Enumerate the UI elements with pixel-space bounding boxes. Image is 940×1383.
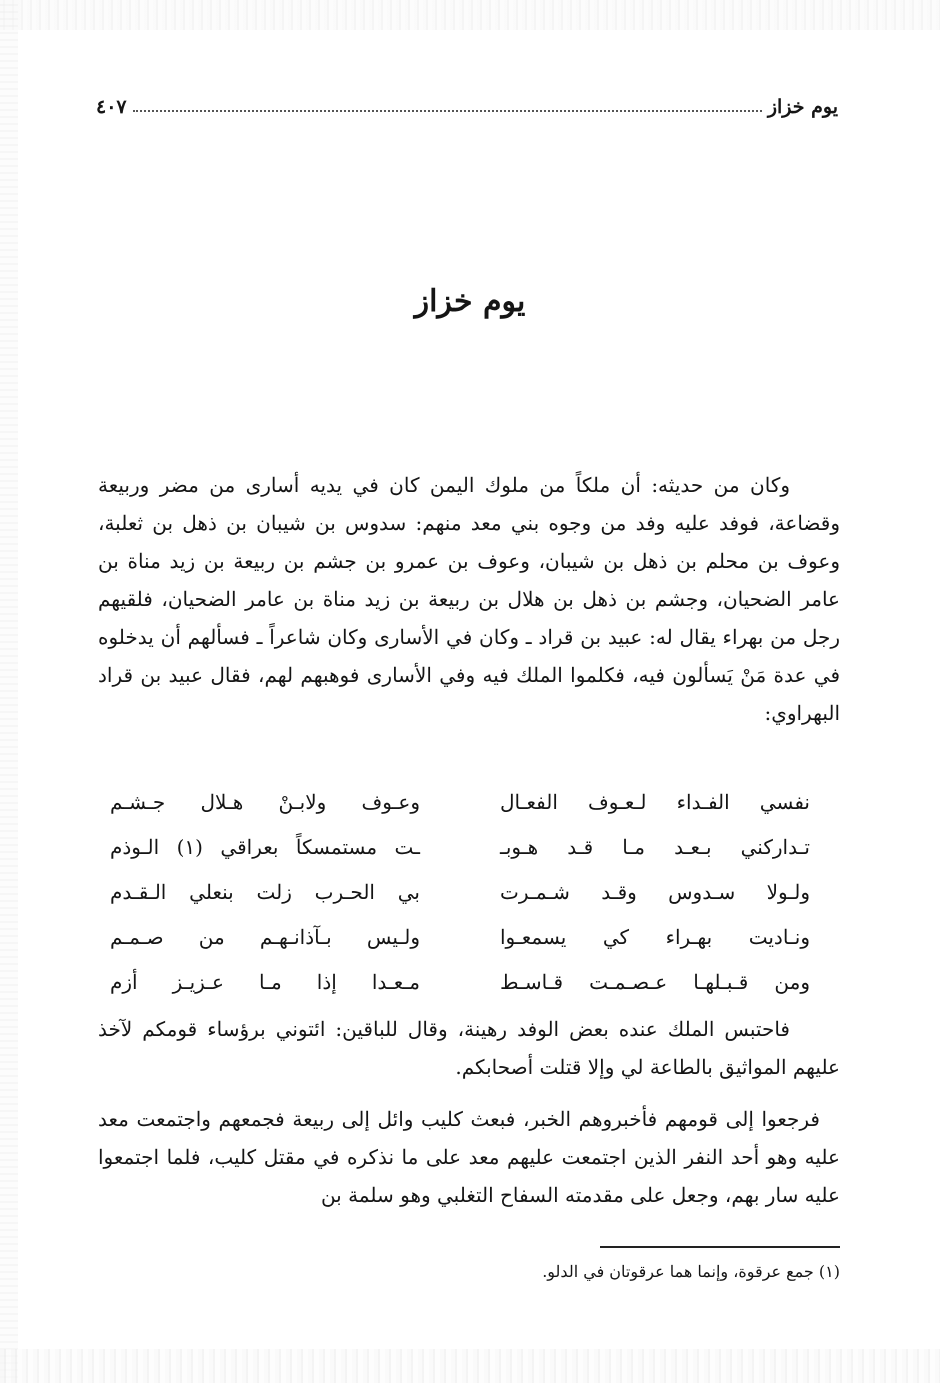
scan-edge-left bbox=[0, 0, 18, 1383]
scan-edge-top bbox=[0, 0, 940, 30]
footnote: (١) جمع عرقوة، وإنما هما عرقوتان في الدلو. bbox=[542, 1262, 840, 1281]
paragraph-text: وكان من حديثه: أن ملكاً من ملوك اليمن كان في يديه أسارى من مضر وربيعة وقضاعة، فوفد عليه وفد من وجوه بني معد منهم: سدوس بن شيبان بن ذهل بن ثعلبة، وعوف بن محلم بن ذهل بن شيبان، وعوف بن عمرو بن جشم بن ربيعة بن زيد مناة بن عامر الضحيان، وجشم بن ذهل بن هلال بن ربيعة بن زيد مناة بن عامر الضحيان، فلقيهم رجل من بهراء يقال له: عبيد بن قراد ـ وكان في الأسارى وكان شاعراً ـ فسألهم أن يدخلوه في عدة مَنْ يَسألون فيه، فكلموا الملك فيه وفي الأسارى فوهبهم لهم، فقال عبيد بن قراد البهراوي: bbox=[98, 473, 841, 725]
verse-second-hemistich: بي الحـرب زلت بنعلي الـقـدم bbox=[110, 880, 420, 904]
paragraph-return bbox=[98, 1100, 840, 1214]
page-number: ٤٠٧ bbox=[96, 96, 127, 118]
verse-first-hemistich: تـداركني بـعـد مـا قـد هـوبـ bbox=[500, 835, 810, 859]
verse-second-hemistich: وعـوف ولابـنْ هـلال جـشـم bbox=[110, 790, 420, 814]
verse-first-hemistich: ومن قـبـلهـا عـصـمـت قـاسـط bbox=[500, 970, 810, 994]
poem-verse bbox=[110, 780, 810, 825]
poem-verse bbox=[110, 870, 810, 915]
poem bbox=[110, 780, 810, 1005]
paragraph-text: فاحتبس الملك عنده بعض الوفد رهينة، وقال للباقين: ائتوني برؤساء قومكم لآخذ عليهم المواثيق بالطاعة لي وإلا قتلت أصحابكم. bbox=[98, 1017, 840, 1079]
running-header bbox=[96, 86, 838, 118]
paragraph-text: فرجعوا إلى قومهم فأخبروهم الخبر، فبعث كليب وائل إلى ربيعة فجمعهم واجتمعت معد عليه وهو أحد النفر الذين اجتمعت عليهم معد على ما نذكره في مقتل كليب، فلما اجتمعوا عليه سار بهم، وجعل على مقدمته السفاح التغلبي وهو سلمة بن bbox=[98, 1107, 840, 1207]
verse-first-hemistich: نفسي الفـداء لـعـوف الفعـال bbox=[500, 790, 810, 814]
verse-second-hemistich: مـعـدا إذا مـا عـزيـز أزم bbox=[110, 970, 420, 994]
verse-first-hemistich: ولـولا سـدوس وقـد شـمـرت bbox=[500, 880, 810, 904]
running-header-title: يوم خزاز bbox=[767, 96, 838, 118]
verse-second-hemistich: ولـيس بـآذانـهـم من صـمـم bbox=[110, 925, 420, 949]
poem-verse bbox=[110, 960, 810, 1005]
poem-verse bbox=[110, 915, 810, 960]
verse-second-hemistich: ـت مستمسكاً بعراقي (١) الـوذم bbox=[110, 835, 421, 859]
scan-edge-bottom bbox=[0, 1349, 940, 1383]
chapter-title: يوم خزاز bbox=[414, 284, 526, 319]
header-dotted-leader bbox=[133, 109, 762, 112]
poem-verse bbox=[110, 825, 810, 870]
paragraph-hostage bbox=[98, 1010, 840, 1086]
footnote-rule bbox=[600, 1246, 840, 1248]
verse-first-hemistich: ونـاديت بهـراء كي يسمعـوا bbox=[500, 925, 810, 949]
paragraph-intro bbox=[98, 466, 840, 732]
